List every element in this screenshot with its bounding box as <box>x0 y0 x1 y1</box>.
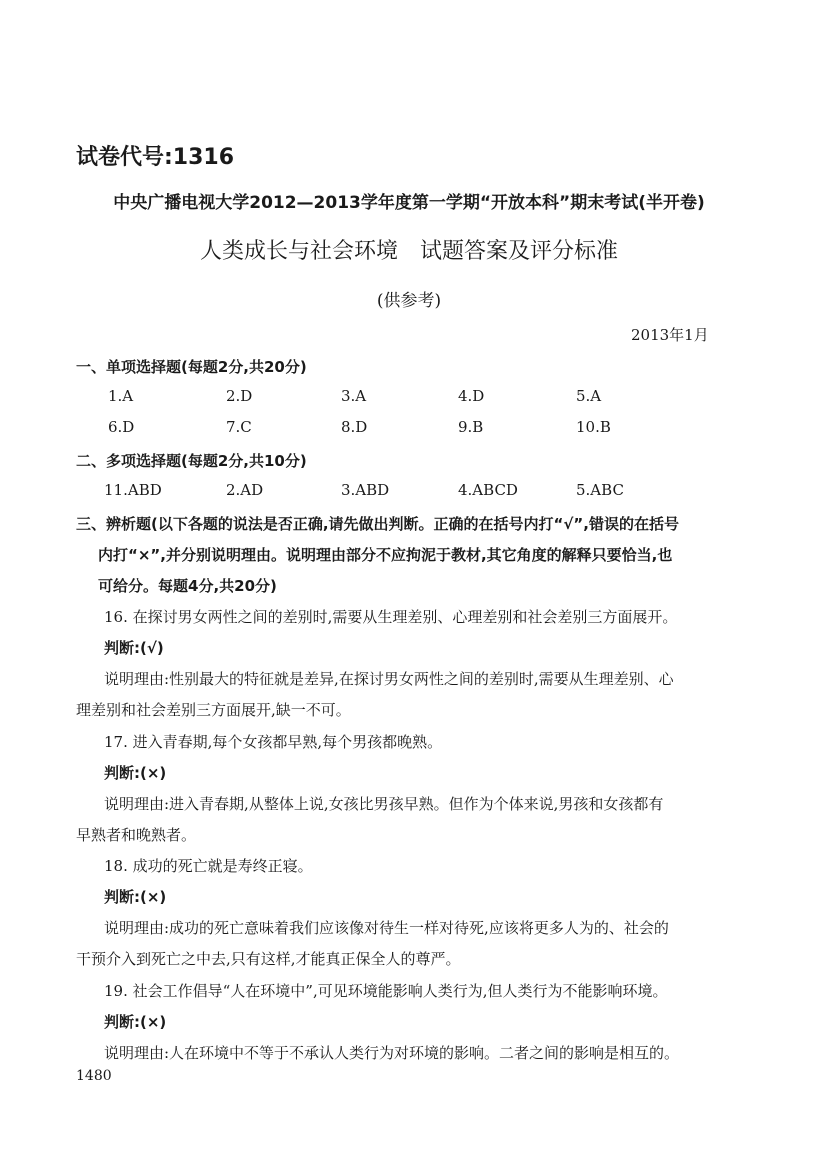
answer-13: 3.ABD <box>341 481 390 499</box>
answer-7: 7.C <box>226 418 252 436</box>
question-16-reason-line-1: 说明理由:性别最大的特征就是差异,在探讨男女两性之间的差别时,需要从生理差别、心 <box>104 670 674 688</box>
answer-2: 2.D <box>226 387 253 405</box>
document-title: 人类成长与社会环境 试题答案及评分标准 <box>199 239 618 264</box>
paper-code: 试卷代号:1316 <box>76 145 235 170</box>
answer-11: 11.ABD <box>104 481 162 499</box>
question-18-reason-line-1: 说明理由:成功的死亡意味着我们应该像对待生一样对待死,应该将更多人为的、社会的 <box>104 919 669 937</box>
question-18-judgement: 判断:(×) <box>104 888 167 906</box>
question-18: 18. 成功的死亡就是寿终正寝。 <box>104 857 313 875</box>
section-2-heading: 二、多项选择题(每题2分,共10分) <box>76 452 307 470</box>
answer-4: 4.D <box>458 387 485 405</box>
section-3-heading-line-1: 三、辨析题(以下各题的说法是否正确,请先做出判断。正确的在括号内打“√”,错误的在括号 <box>76 515 679 533</box>
document-subtitle: (供参考) <box>376 291 442 311</box>
question-17-judgement: 判断:(×) <box>104 764 167 782</box>
exam-title: 中央广播电视大学2012—2013学年度第一学期“开放本科”期末考试(半开卷) <box>113 193 705 213</box>
answer-9: 9.B <box>458 418 484 436</box>
question-17-reason-line-1: 说明理由:进入青春期,从整体上说,女孩比男孩早熟。但作为个体来说,男孩和女孩都有 <box>104 795 664 813</box>
question-16: 16. 在探讨男女两性之间的差别时,需要从生理差别、心理差别和社会差别三方面展开。 <box>104 608 678 626</box>
answer-10: 10.B <box>576 418 611 436</box>
answer-6: 6.D <box>108 418 135 436</box>
question-19-judgement: 判断:(×) <box>104 1013 167 1031</box>
document-date: 2013年1月 <box>631 326 709 344</box>
question-16-reason-line-2: 理差别和社会差别三方面展开,缺一不可。 <box>76 701 351 719</box>
answer-8: 8.D <box>341 418 368 436</box>
question-19: 19. 社会工作倡导“人在环境中”,可见环境能影响人类行为,但人类行为不能影响环境。 <box>104 982 668 1000</box>
answer-3: 3.A <box>341 387 367 405</box>
question-16-judgement: 判断:(√) <box>104 639 164 657</box>
answer-1: 1.A <box>108 387 134 405</box>
section-3-heading-line-3: 可给分。每题4分,共20分) <box>98 577 277 595</box>
section-1-heading: 一、单项选择题(每题2分,共20分) <box>76 358 307 376</box>
answer-15: 5.ABC <box>576 481 624 499</box>
page-number: 1480 <box>76 1068 112 1084</box>
section-3-heading-line-2: 内打“×”,并分别说明理由。说明理由部分不应拘泥于教材,其它角度的解释只要恰当,也 <box>98 546 673 564</box>
answer-5: 5.A <box>576 387 602 405</box>
question-19-reason-line-1: 说明理由:人在环境中不等于不承认人类行为对环境的影响。二者之间的影响是相互的。 <box>104 1044 680 1062</box>
answer-12: 2.AD <box>226 481 264 499</box>
question-18-reason-line-2: 干预介入到死亡之中去,只有这样,才能真正保全人的尊严。 <box>76 950 461 968</box>
question-17: 17. 进入青春期,每个女孩都早熟,每个男孩都晚熟。 <box>104 733 443 751</box>
answer-14: 4.ABCD <box>458 481 518 499</box>
question-17-reason-line-2: 早熟者和晚熟者。 <box>76 826 197 844</box>
